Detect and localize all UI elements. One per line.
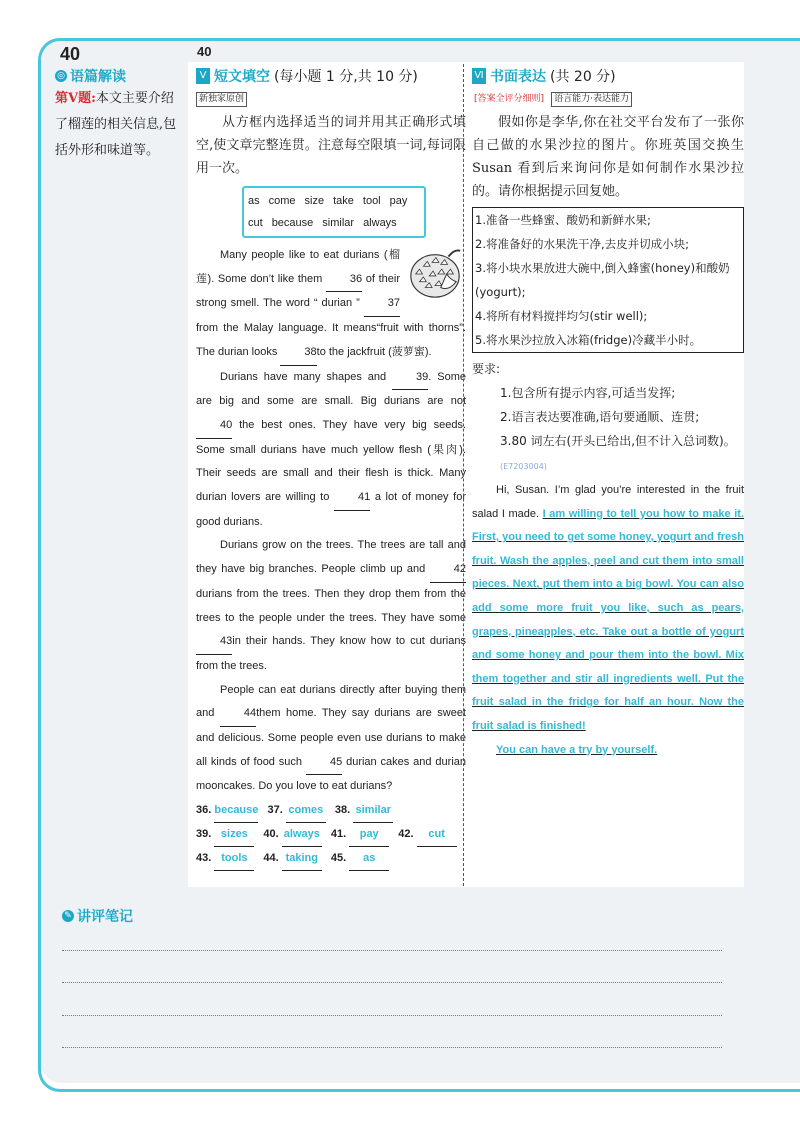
question-code: (E7203004) <box>500 462 547 471</box>
word-bank-item: pay <box>389 195 408 207</box>
note-line[interactable] <box>62 1047 722 1048</box>
blank-36: 36 <box>326 268 362 293</box>
discourse-analysis-heading <box>55 66 185 86</box>
hint-item: 3.将小块水果放进大碗中,倒入蜂蜜(honey)和酸奶(yogurt); <box>475 261 730 299</box>
requirements-title: 要求: <box>472 362 501 376</box>
essay-answer: I am willing to tell you how to make it. First, you need to get some honey, yogurt and fresh fruit. Wash the apples, peel and cut them into small pieces. Next, put them into a big bowl. You can also add some more fruit you like, such as pears, grapes, pineapples, etc. Take out a bottle of yogurt and some honey and pour them into the bowl. Mix them together and stir all ingredients well. Put the fruit salad in the fridge for half an hour. Now the fruit salad is finished! <box>472 507 745 732</box>
blank-45: 45 <box>306 751 342 776</box>
cloze-title-row <box>196 66 466 86</box>
column-divider <box>463 64 464 886</box>
passage-text: a lot of money for good durians. <box>196 491 466 528</box>
word-bank-item: tool <box>362 195 381 207</box>
answer-value: similar <box>353 799 393 823</box>
notes-heading <box>62 906 133 926</box>
hint-item: 4.将所有材料搅拌均匀(stir well); <box>475 309 648 323</box>
passage-text: in their hands. They know how to cut durians from the trees. <box>196 635 466 672</box>
essay-opening: Hi, Susan. I’m glad you’re interested in the fruit salad I made. <box>472 484 744 520</box>
passage-text: of their strong smell. The word “ durian ” <box>196 272 400 310</box>
writing-section <box>467 62 744 887</box>
cloze-score-note: (每小题 1 分,共 10 分) <box>274 69 418 85</box>
section-number-badge: Ⅵ <box>472 68 486 84</box>
cloze-section <box>188 62 474 887</box>
blank-37: 37 <box>364 292 400 317</box>
essay-ending: You can have a try by yourself. <box>496 743 658 756</box>
discourse-analysis-panel <box>55 66 185 164</box>
passage-text: durians from the trees. Then they drop them from the trees to the people under the trees. They have some <box>196 587 466 624</box>
cloze-title: 短文填空 <box>214 69 270 85</box>
word-bank-item: always <box>363 217 397 229</box>
requirement-item: 2.语言表达要准确,语句要通顺、连贯; <box>500 410 700 424</box>
note-line[interactable] <box>62 982 722 983</box>
answer-row <box>196 799 466 823</box>
answer-value: always <box>282 823 322 847</box>
word-bank-item: take <box>333 195 354 207</box>
answer-number: 36. <box>196 804 212 817</box>
notes-title: 讲评笔记 <box>77 909 133 925</box>
sample-essay <box>472 479 744 739</box>
essay-ending-paragraph <box>472 739 744 763</box>
word-bank-item: because <box>271 217 314 229</box>
answer-value: as <box>349 847 389 871</box>
passage-text: . Some are big and some are small. Big durians are not <box>196 370 466 408</box>
writing-score-note: (共 20 分) <box>550 69 616 85</box>
passage-text: them home. They say durians are sweet and delicious. Some people even use durians to make all kinds of food such <box>196 707 466 768</box>
passage-text: Durians grow on the trees. The trees are tall and they have big branches. People climb up and <box>196 539 466 576</box>
note-line[interactable] <box>62 950 722 951</box>
answer-number: 41. <box>330 828 347 841</box>
blank-42: 42 <box>430 558 466 583</box>
source-tag: 新独家原创 <box>196 92 247 107</box>
circle-icon: ◎ <box>55 70 67 82</box>
requirement-text: 3.80 词左右(开头已给出,但不计入总词数)。 <box>500 434 736 448</box>
word-bank-item: as <box>248 195 260 207</box>
hint-item: 5.将水果沙拉放入冰箱(fridge)冷藏半小时。 <box>475 333 702 347</box>
skill-tag: 语言能力·表达能力 <box>551 92 632 107</box>
answer-number: 37. <box>267 804 283 817</box>
passage-text: Many people like to eat durians (榴莲). Some don’t like them <box>196 249 400 285</box>
passage-paragraph-4 <box>196 679 466 800</box>
answer-row <box>196 847 466 871</box>
writing-title-row <box>472 66 744 86</box>
writing-instruction: 假如你是李华,你在社交平台发布了一张你自己做的水果沙拉的图片。你班英国交换生Susan 看到后来询问你是如何制作水果沙拉的。请你根据提示回复她。 <box>472 115 744 199</box>
requirement-item <box>472 429 744 479</box>
word-bank <box>242 186 426 238</box>
answer-value: tools <box>214 847 254 871</box>
note-line[interactable] <box>62 1015 722 1016</box>
durian-image <box>406 244 464 304</box>
answer-number: 40. <box>263 828 279 841</box>
passage-text: from the Malay language. It means“fruit with thorns”. The durian looks <box>196 322 466 358</box>
answer-value: because <box>214 799 258 823</box>
section-number-badge: Ⅴ <box>196 68 210 84</box>
passage-text: Durians have many shapes and <box>220 370 387 383</box>
word-bank-item: cut <box>248 217 263 229</box>
blank-40: 40 <box>196 414 232 439</box>
passage-paragraph-2 <box>196 366 466 535</box>
hint-item: 1.准备一些蜂蜜、酸奶和新鲜水果; <box>475 213 651 227</box>
hint-item: 2.将准备好的水果洗干净,去皮并切成小块; <box>475 237 690 251</box>
page-number-inner: 40 <box>197 44 212 59</box>
answer-number: 45. <box>330 852 347 865</box>
answer-number: 43. <box>196 852 212 865</box>
answer-number: 39. <box>196 828 212 841</box>
passage-text: the best ones. They have very big seeds. Some small durians have much yellow flesh (果肉). Their seeds are small and their flesh is thick. Many durian lovers are willing to <box>196 418 466 504</box>
question-label: 第Ⅴ题: <box>55 91 96 106</box>
blank-41: 41 <box>334 486 370 511</box>
cloze-instruction: 从方框内选择适当的词并用其正确形式填空,使文章完整连贯。注意每空限填一词,每词限用一次。 <box>196 115 466 176</box>
page-number: 40 <box>60 44 81 64</box>
blank-43: 43 <box>196 630 232 655</box>
pen-icon: ✎ <box>62 910 74 922</box>
scoring-tag: [答案全评分细则] <box>474 94 545 104</box>
word-bank-item: come <box>268 195 296 207</box>
hint-box <box>472 207 744 353</box>
answer-value: pay <box>349 823 389 847</box>
blank-38: 38 <box>280 341 316 366</box>
writing-title: 书面表达 <box>490 69 546 85</box>
discourse-analysis-title: 语篇解读 <box>70 69 126 85</box>
word-bank-item: similar <box>322 217 355 229</box>
answer-value: comes <box>286 799 326 823</box>
passage-paragraph-3 <box>196 534 466 678</box>
blank-39: 39 <box>392 366 428 391</box>
answer-number: 38. <box>334 804 351 817</box>
answer-value: sizes <box>214 823 254 847</box>
answer-value: cut <box>417 823 457 847</box>
requirements <box>472 357 744 479</box>
passage-text: People can eat durians directly after buying them and <box>196 683 466 720</box>
discourse-analysis-text <box>55 86 185 164</box>
passage-text: durian cakes and durian mooncakes. Do you love to eat durians? <box>196 755 466 793</box>
answer-value: taking <box>282 847 322 871</box>
requirement-item: 1.包含所有提示内容,可适当发挥; <box>500 386 676 400</box>
word-bank-item: size <box>304 195 325 207</box>
answer-number: 42. <box>398 828 414 841</box>
blank-44: 44 <box>220 702 256 727</box>
analysis-body: 本文主要介绍了榴莲的相关信息,包括外形和味道等。 <box>55 91 177 158</box>
passage-text: to the jackfruit (菠萝蜜). <box>316 345 432 358</box>
answer-number: 44. <box>263 852 279 865</box>
passage-paragraph-1 <box>196 244 466 366</box>
answer-row <box>196 823 466 847</box>
